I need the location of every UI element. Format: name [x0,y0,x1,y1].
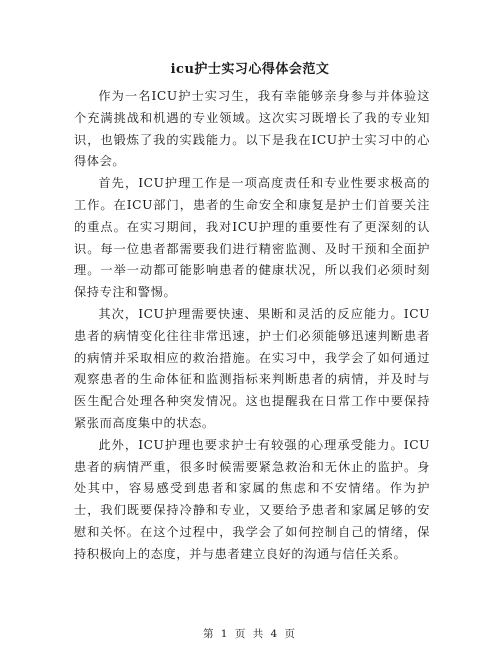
page-number-footer: 第 1 页 共 4 页 [202,628,298,640]
document-title: icu护士实习心得体会范文 [170,62,330,77]
paragraph-first: 首先，ICU护理工作是一项高度责任和专业性要求极高的工作。在ICU部门，患者的生命安全和康复是护士们首要关注的重点。在实习期间，我对ICU护理的重要性有了更深刻的认识。每一位患者都需要我们进行精密监测、及时干预和全面护理。一举一动都可能影响患者的健康状况，所以我们必须时刻保持专注和警惕。 [74,176,430,300]
document-body [74,86,430,566]
paragraph-third: 此外，ICU护理也要求护士有较强的心理承受能力。ICU患者的病情严重，很多时候需要紧急救治和无休止的监护。身处其中，容易感受到患者和家属的焦虑和不安情绪。作为护士，我们既要保持冷静和专业，又要给予患者和家属足够的安慰和关怀。在这个过程中，我学会了如何控制自己的情绪，保持积极向上的态度，并与患者建立良好的沟通与信任关系。 [74,437,430,561]
paragraph-intro: 作为一名ICU护士实习生，我有幸能够亲身参与并体验这个充满挑战和机遇的专业领域。这次实习既增长了我的专业知识，也锻炼了我的实践能力。以下是我在ICU护士实习中的心得体会。 [74,89,430,169]
paragraph-second: 其次，ICU护理需要快速、果断和灵活的反应能力。ICU患者的病情变化往往非常迅速，护士们必须能够迅速判断患者的病情并采取相应的救治措施。在实习中，我学会了如何通过观察患者的生命体征和监测指标来判断患者的病情，并及时与医生配合处理各种突发情况。这也提醒我在日常工作中要保持紧张而高度集中的状态。 [74,306,430,430]
